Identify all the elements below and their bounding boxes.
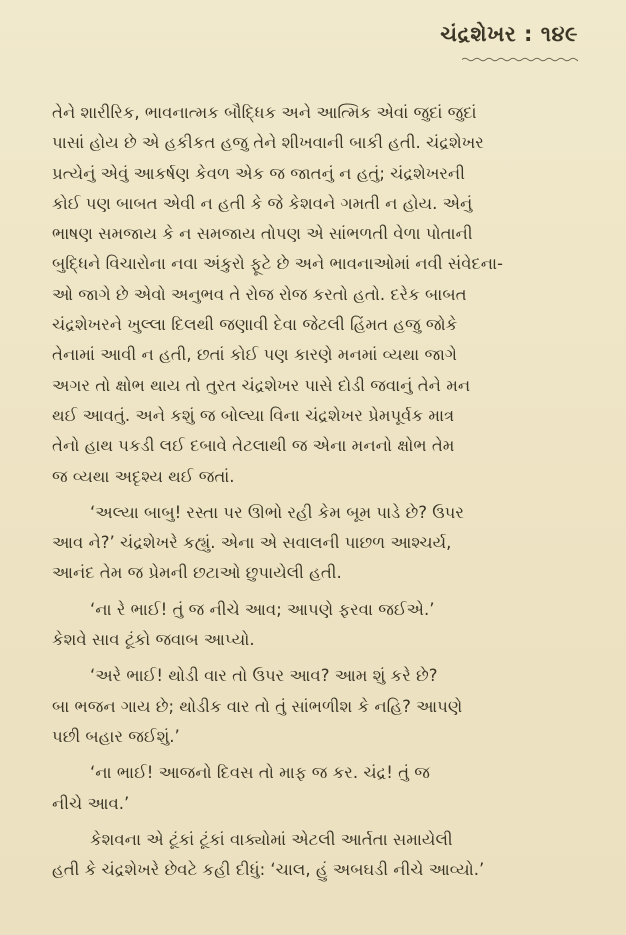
body-text — [52, 98, 572, 885]
text-line: તેને શારીરિક, ભાવનાત્મક બૌદ્ધિક અને આત્મિક એવાં જુદાં જુદાં — [52, 103, 477, 122]
text-line: બા ભજન ગાય છે; થોડીક વાર તો તું સાંભળીશ કે નહિ? આપણે — [52, 696, 463, 716]
text-line: પછી બહાર જઈશું.’ — [52, 726, 180, 746]
text-line: ચંદ્રશેખરને ખુલ્લા દિલથી જણાવી દેવા જેટલી હિંમત હજુ જોકે — [52, 315, 458, 335]
text-line: ઓ જાગે છે એવો અનુભવ તે રોજ રોજ કરતો હતો. દરેક બાબત — [52, 284, 467, 304]
text-line: બુદ્ધિને વિચારોના નવા અંકુરો ફૂટે છે અને ભાવનાઓમાં નવી સંવેદના- — [52, 254, 503, 274]
text-line: કેશવે સાવ ટૂંકો જવાબ આપ્યો. — [52, 630, 255, 650]
text-line: આનંદ તેમ જ પ્રેમની છટાઓ છુપાયેલી હતી. — [52, 563, 342, 583]
text-line: આવ ને?’ ચંદ્રશેખરે કહ્યું. એના એ સવાલની પાછળ આશ્ચર્ય, — [52, 533, 452, 553]
text-line: હતી કે ચંદ્રશેખરે છેવટે કહી દીધું: ‘ચાલ, હું અબઘડી નીચે આવ્યો.’ — [52, 860, 485, 880]
text-line: ‘ના રે ભાઈ! તું જ નીચે આવ; આપણે ફરવા જઈએ.’ — [90, 599, 435, 619]
text-line: ‘અરે ભાઈ! થોડી વાર તો ઉપર આવ? આમ શું કરે છે? — [90, 666, 438, 686]
paragraph — [52, 98, 572, 492]
text-line: જ વ્યથા અદૃશ્ય થઈ જતાં. — [52, 466, 235, 486]
text-line: ‘અલ્યા બાબુ! રસ્તા પર ઊભો રહી કેમ બૂમ પાડે છે? ઉપર — [90, 502, 464, 522]
text-line: થઈ આવતું. અને કશું જ બોલ્યા વિના ચંદ્રશેખર પ્રેમપૂર્વક માત્ર — [52, 405, 455, 425]
text-line: કેશવના એ ટૂંકાં ટૂંકાં વાક્યોમાં એટલી આર્તતા સમાયેલી — [90, 829, 453, 849]
paragraph — [52, 758, 572, 819]
page-header — [440, 22, 578, 66]
text-line: તેનો હાથ પકડી લઈ દબાવે તેટલાથી જ એના મનનો ક્ષોભ તેમ — [52, 436, 455, 456]
text-line: ભાષણ સમજાય કે ન સમજાય તોપણ એ સાંભળતી વેળા પોતાની — [52, 224, 473, 244]
text-line: તેનામાં આવી ન હતી, છતાં કોઈ પણ કારણે મનમાં વ્યથા જાગે — [52, 345, 457, 365]
text-line: ‘ના ભાઈ! આજનો દિવસ તો માફ જ કર. ચંદ્ર! તું જ — [90, 763, 430, 783]
text-line: પાસાં હોય છે એ હકીકત હજુ તેને શીખવાની બાકી હતી. ચંદ્રશેખર — [52, 133, 484, 153]
text-line: કોઈ પણ બાબત એવી ન હતી કે જે કેશવને ગમતી ન હોય. એનું — [52, 193, 473, 213]
running-head: ચંદ્રશેખર : ૧૪૯ — [440, 22, 578, 46]
paragraph — [52, 825, 572, 886]
paragraph — [52, 498, 572, 589]
header-wavy-rule — [462, 57, 578, 62]
paragraph — [52, 595, 572, 656]
paragraph — [52, 661, 572, 752]
text-line: અગર તો ક્ષોભ થાય તો તુરત ચંદ્રશેખર પાસે દોડી જવાનું તેને મન — [52, 375, 471, 395]
text-line: પ્રત્યેનું એવું આકર્ષણ કેવળ એક જ જાતનું ન હતું; ચંદ્રશેખરની — [52, 163, 465, 183]
text-line: નીચે આવ.’ — [52, 793, 130, 813]
